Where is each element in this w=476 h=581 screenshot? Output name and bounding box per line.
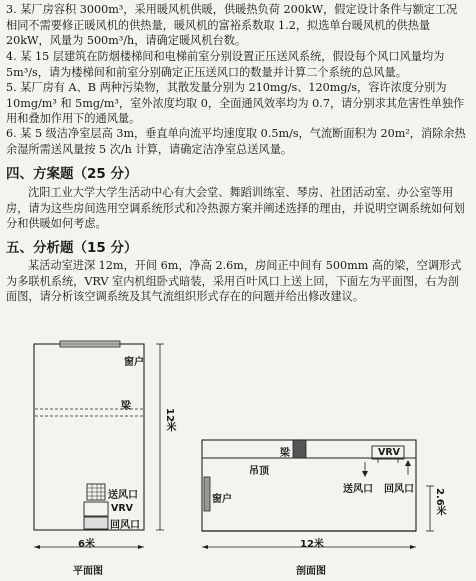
plan-vrv-unit [84, 502, 108, 516]
section-window-label: 窗户 [212, 494, 232, 505]
section-ceiling-label: 吊顶 [249, 466, 269, 477]
plan-beam-label: 梁 [121, 401, 131, 412]
plan-length-label: 12米 [164, 408, 175, 432]
plan-view [34, 341, 164, 549]
plan-supply-label: 送风口 [108, 490, 138, 501]
section-5-text: 某活动室进深 12m，开间 6m，净高 2.6m，房间正中间有 500mm 高的梁，空调形式为多联机系统，VRV 室内机组卧式暗装，采用百叶风口上送上回，下面左为平面图，右为剖面图，请分析该空调系统及其气流组织形式存在的问题并给出修改建议。 [6, 259, 462, 304]
question-5-text: 5. 某厂房有 A、B 两种污染物，其散发量分别为 210mg/s、120mg/s，容许浓度分别为 10mg/m³ 和 5mg/m³，室外浓度均取 0，全面通风效率均为 0.7，请分别求其危害性单独作用和叠加作用下的通风量。 [6, 81, 465, 126]
section-width-label: 12米 [300, 539, 324, 550]
question-3-text: 3. 某厂房容积 3000m³，采用暖风机供暖，供暖热负荷 200kW，假定设计条件与额定工况相同不需要修正暖风机的供热量，暖风机的富裕系数取 1.2，拟选单台暖风机的供热量 20kW，风量为 500m³/h，请确定暖风机台数。 [6, 3, 458, 48]
plan-return-label: 回风口 [110, 520, 140, 531]
section-4-heading: 四、方案题（25 分） [6, 166, 138, 182]
plan-return-grille [84, 517, 108, 529]
section-caption: 剖面图 [296, 566, 326, 577]
plan-width-label: 6米 [78, 539, 95, 550]
plan-caption: 平面图 [73, 566, 103, 577]
section-4-text: 沈阳工业大学大学生活动中心有大会堂、舞蹈训练室、琴房、社团活动室、办公室等用房，请为这些房间选用空调系统形式和冷热源方案并阐述选择的理由，并说明空调系统如何划分和供暖如何考虑。 [6, 186, 465, 231]
section-height-label: 2.6米 [434, 488, 445, 516]
section-5-heading: 五、分析题（15 分） [6, 240, 138, 256]
question-6-text: 6. 某 5 级洁净室层高 3m，垂直单向流平均速度取 0.5m/s，气流断面积为 20m²，消除余热余湿所需送风量按 5 次/h 计算，请确定洁净室总送风量。 [6, 127, 466, 156]
section-supply-label: 送风口 [343, 484, 373, 495]
question-4-text: 4. 某 15 层建筑在防烟楼梯间和电梯前室分别设置正压送风系统，假设每个风口风量均为 5m³/s，请为楼梯间和前室分别确定正压送风口的数量并计算二个系统的总风量。 [6, 50, 445, 79]
plan-vrv-label: VRV [111, 503, 134, 514]
section-return-label: 回风口 [384, 484, 414, 495]
plan-window-label: 窗户 [124, 357, 144, 368]
section-beam [293, 440, 306, 458]
section-vrv-label: VRV [378, 447, 401, 458]
section-window [204, 477, 210, 511]
section-beam-label: 梁 [280, 448, 290, 459]
